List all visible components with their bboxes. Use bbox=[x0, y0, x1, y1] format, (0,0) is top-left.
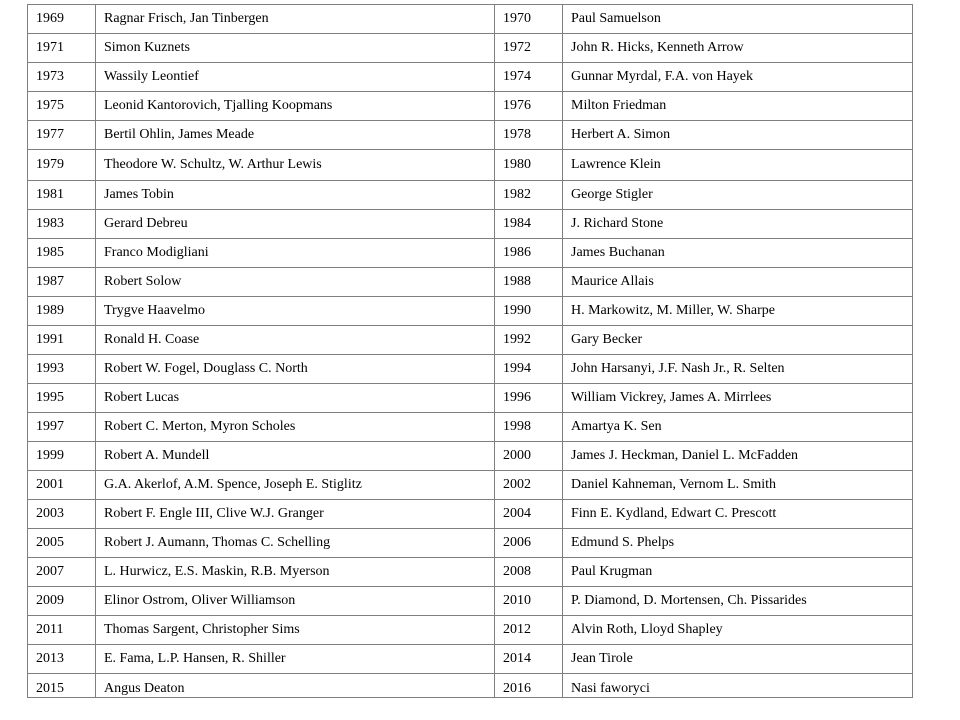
laureates-cell: Lawrence Klein bbox=[563, 150, 913, 181]
laureates-cell: Gary Becker bbox=[563, 326, 913, 355]
year-cell: 1997 bbox=[28, 413, 96, 442]
year-cell: 1998 bbox=[495, 413, 563, 442]
laureates-cell: Angus Deaton bbox=[96, 674, 495, 698]
table-row bbox=[28, 5, 913, 34]
laureates-cell: Trygve Haavelmo bbox=[96, 297, 495, 326]
laureates-cell: Maurice Allais bbox=[563, 268, 913, 297]
year-cell: 1977 bbox=[28, 121, 96, 150]
year-cell: 2008 bbox=[495, 558, 563, 587]
year-cell: 2007 bbox=[28, 558, 96, 587]
laureates-cell: Alvin Roth, Lloyd Shapley bbox=[563, 616, 913, 645]
laureates-cell: Gunnar Myrdal, F.A. von Hayek bbox=[563, 63, 913, 92]
laureates-cell: Elinor Ostrom, Oliver Williamson bbox=[96, 587, 495, 616]
laureates-cell: George Stigler bbox=[563, 181, 913, 210]
year-cell: 1981 bbox=[28, 181, 96, 210]
laureates-cell: James Buchanan bbox=[563, 239, 913, 268]
table-row bbox=[28, 34, 913, 63]
laureates-cell: Leonid Kantorovich, Tjalling Koopmans bbox=[96, 92, 495, 121]
year-cell: 1995 bbox=[28, 384, 96, 413]
year-cell: 2010 bbox=[495, 587, 563, 616]
year-cell: 2013 bbox=[28, 645, 96, 674]
laureates-cell: Robert F. Engle III, Clive W.J. Granger bbox=[96, 500, 495, 529]
year-cell: 1983 bbox=[28, 210, 96, 239]
table-row bbox=[28, 500, 913, 529]
table-row bbox=[28, 121, 913, 150]
table-row bbox=[28, 442, 913, 471]
laureates-cell: Robert A. Mundell bbox=[96, 442, 495, 471]
laureates-cell: Paul Krugman bbox=[563, 558, 913, 587]
laureates-cell: John R. Hicks, Kenneth Arrow bbox=[563, 34, 913, 63]
table-row bbox=[28, 210, 913, 239]
laureates-cell: James Tobin bbox=[96, 181, 495, 210]
laureates-cell: Robert Lucas bbox=[96, 384, 495, 413]
year-cell: 1980 bbox=[495, 150, 563, 181]
year-cell: 1970 bbox=[495, 5, 563, 34]
year-cell: 1972 bbox=[495, 34, 563, 63]
laureates-cell: Ronald H. Coase bbox=[96, 326, 495, 355]
laureates-cell: Theodore W. Schultz, W. Arthur Lewis bbox=[96, 150, 495, 181]
laureates-cell: Simon Kuznets bbox=[96, 34, 495, 63]
laureates-cell: J. Richard Stone bbox=[563, 210, 913, 239]
table-row bbox=[28, 268, 913, 297]
laureates-cell: Robert J. Aumann, Thomas C. Schelling bbox=[96, 529, 495, 558]
year-cell: 1993 bbox=[28, 355, 96, 384]
laureates-cell: H. Markowitz, M. Miller, W. Sharpe bbox=[563, 297, 913, 326]
laureates-cell: Daniel Kahneman, Vernom L. Smith bbox=[563, 471, 913, 500]
year-cell: 2004 bbox=[495, 500, 563, 529]
year-cell: 2005 bbox=[28, 529, 96, 558]
year-cell: 1976 bbox=[495, 92, 563, 121]
year-cell: 1990 bbox=[495, 297, 563, 326]
year-cell: 1974 bbox=[495, 63, 563, 92]
year-cell: 2006 bbox=[495, 529, 563, 558]
table-row bbox=[28, 471, 913, 500]
year-cell: 1996 bbox=[495, 384, 563, 413]
table-row bbox=[28, 355, 913, 384]
laureates-cell: Milton Friedman bbox=[563, 92, 913, 121]
table-row bbox=[28, 239, 913, 268]
year-cell: 2015 bbox=[28, 674, 96, 698]
year-cell: 1985 bbox=[28, 239, 96, 268]
laureates-cell: Robert Solow bbox=[96, 268, 495, 297]
year-cell: 1978 bbox=[495, 121, 563, 150]
year-cell: 1973 bbox=[28, 63, 96, 92]
laureates-cell: G.A. Akerlof, A.M. Spence, Joseph E. Stiglitz bbox=[96, 471, 495, 500]
laureates-cell: Amartya K. Sen bbox=[563, 413, 913, 442]
year-cell: 1992 bbox=[495, 326, 563, 355]
laureates-cell: Nasi faworyci bbox=[563, 674, 913, 698]
laureates-cell: Robert C. Merton, Myron Scholes bbox=[96, 413, 495, 442]
table-row bbox=[28, 587, 913, 616]
table-row bbox=[28, 181, 913, 210]
table-row bbox=[28, 63, 913, 92]
year-cell: 2012 bbox=[495, 616, 563, 645]
laureates-cell: Paul Samuelson bbox=[563, 5, 913, 34]
year-cell: 1987 bbox=[28, 268, 96, 297]
laureates-cell: Thomas Sargent, Christopher Sims bbox=[96, 616, 495, 645]
table-row bbox=[28, 413, 913, 442]
table-row bbox=[28, 529, 913, 558]
year-cell: 1975 bbox=[28, 92, 96, 121]
year-cell: 1989 bbox=[28, 297, 96, 326]
year-cell: 1969 bbox=[28, 5, 96, 34]
year-cell: 1979 bbox=[28, 150, 96, 181]
laureates-cell: James J. Heckman, Daniel L. McFadden bbox=[563, 442, 913, 471]
year-cell: 1986 bbox=[495, 239, 563, 268]
year-cell: 1984 bbox=[495, 210, 563, 239]
laureates-cell: Gerard Debreu bbox=[96, 210, 495, 239]
laureates-cell: Finn E. Kydland, Edwart C. Prescott bbox=[563, 500, 913, 529]
table-row bbox=[28, 558, 913, 587]
year-cell: 1999 bbox=[28, 442, 96, 471]
laureates-cell: E. Fama, L.P. Hansen, R. Shiller bbox=[96, 645, 495, 674]
year-cell: 2014 bbox=[495, 645, 563, 674]
year-cell: 2000 bbox=[495, 442, 563, 471]
laureates-cell: Herbert A. Simon bbox=[563, 121, 913, 150]
year-cell: 1982 bbox=[495, 181, 563, 210]
year-cell: 2009 bbox=[28, 587, 96, 616]
year-cell: 2001 bbox=[28, 471, 96, 500]
laureates-cell: William Vickrey, James A. Mirrlees bbox=[563, 384, 913, 413]
year-cell: 2016 bbox=[495, 674, 563, 698]
year-cell: 1971 bbox=[28, 34, 96, 63]
year-cell: 1991 bbox=[28, 326, 96, 355]
year-cell: 1988 bbox=[495, 268, 563, 297]
table-row bbox=[28, 150, 913, 181]
table-row bbox=[28, 384, 913, 413]
laureates-cell: Bertil Ohlin, James Meade bbox=[96, 121, 495, 150]
laureates-table bbox=[27, 4, 913, 698]
laureates-cell: P. Diamond, D. Mortensen, Ch. Pissarides bbox=[563, 587, 913, 616]
year-cell: 2003 bbox=[28, 500, 96, 529]
table-row bbox=[28, 645, 913, 674]
laureates-cell: Franco Modigliani bbox=[96, 239, 495, 268]
laureates-cell: L. Hurwicz, E.S. Maskin, R.B. Myerson bbox=[96, 558, 495, 587]
laureates-cell: Jean Tirole bbox=[563, 645, 913, 674]
table-row bbox=[28, 674, 913, 698]
table-row bbox=[28, 92, 913, 121]
laureates-cell: Edmund S. Phelps bbox=[563, 529, 913, 558]
laureates-table-body bbox=[28, 5, 913, 698]
laureates-cell: Robert W. Fogel, Douglass C. North bbox=[96, 355, 495, 384]
laureates-cell: Wassily Leontief bbox=[96, 63, 495, 92]
year-cell: 1994 bbox=[495, 355, 563, 384]
table-row bbox=[28, 326, 913, 355]
table-row bbox=[28, 616, 913, 645]
table-row bbox=[28, 297, 913, 326]
laureates-cell: John Harsanyi, J.F. Nash Jr., R. Selten bbox=[563, 355, 913, 384]
year-cell: 2002 bbox=[495, 471, 563, 500]
laureates-cell: Ragnar Frisch, Jan Tinbergen bbox=[96, 5, 495, 34]
year-cell: 2011 bbox=[28, 616, 96, 645]
